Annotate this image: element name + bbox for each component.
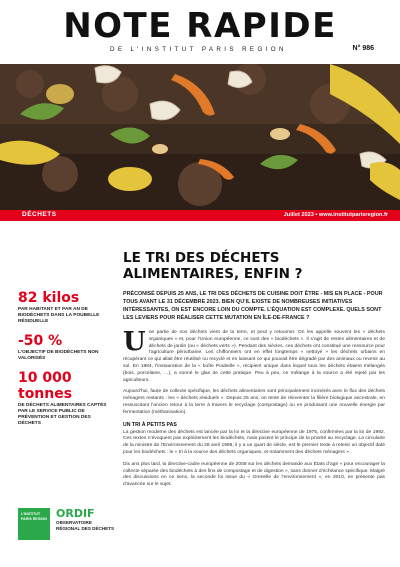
article-paragraph-3: La gestion moderne des déchets est lancée par la loi et la directive européenne de 1975, confirmées par la loi de 1992. Ces textes n’évoquent pas explicitement les biodéchets, mais posent le principe de la priorité au recyclage. La circulaire de la ministre de l’Environnement du 28 avril 1998, il y a un quart de siècle, est le premier texte à retenir un objectif daté pour les biodéchets : le « tri à la source des déchets organiques, et notamment des déchets ménagers ».: [123, 429, 385, 455]
ordif-logo: [18, 508, 138, 548]
stat-2: [18, 333, 114, 362]
institut-logo-box: L’INSTITUT PARIS REGION: [18, 508, 50, 540]
paragraph-text: ne partie de nos déchets vient de la terre, et peut y retourner. On les appelle souvent les « déchets organiques » et, pour l’Union européenne, ce sont des « biodéchets ». Il s’agit de restes alimentaires et de déchets de jardin (ou « déchets verts »). Pendant des siècles, ces déchets ont constitué une ressource pour l’agriculture périurbaine. Les chiffonniers ont en effet longtemps « nettoyé » les déchets urbains en récupérant ce qui allait être réutilisé ou recyclé et en laissant ce qui pouvait être dégradé par des animaux ou revenir au sol. En 1884, l’instauration de la « boîte Poubelle », récipient unique dans lequel tous les déchets étaient mélangés (bois, porcelaine, …), a sonné le glas de cette pratique. Peu à peu, ce mélange à la source a été rejeté par les agriculteurs.: [123, 330, 385, 383]
article-paragraph-2: Aujourd’hui, faute de collecte spécifique, les déchets alimentaires sont principalement incinérés avec le flux des déchets ménagers restants : les « déchets résiduels ». Depuis 25 ans, on tente de réinventer la filière biologique ancestrale, en ressuscitant l’ancien retour à la terre à travers le recyclage (compostage) ou en produisant une nouvelle énergie par fermentation (méthanisation).: [123, 389, 385, 415]
article-paragraph-4: Dix ans plus tard, la directive-cadre européenne de 2008 sur les déchets demande aux États d’agir « pour encourager la collecte séparée des biodéchets à des fins de compostage et de digestion », sans donner d’échéance spécifique. Malgré des discussions en ce sens, la seconde loi issue du « Grenelle de l’environnement », en 2010, ne présente pas d’avancée sur le sujet.: [123, 461, 385, 488]
stat-value: -50 %: [18, 333, 63, 349]
masthead: [0, 0, 400, 62]
stat-value: 10 000 tonnes: [18, 370, 73, 402]
ordif-sub-1: OBSERVATOIRE: [56, 520, 92, 525]
issue-number: N° 986: [352, 45, 374, 52]
stat-value: 82 kilos: [18, 290, 80, 306]
key-figures: [18, 290, 114, 435]
ordif-brand: ORDIF: [56, 507, 95, 520]
date-and-url: Juillet 2023 • www.institutparisregion.fr: [283, 211, 388, 218]
stat-description: L’OBJECTIF DE BIODÉCHETS NON VALORISÉS: [18, 350, 99, 361]
hero-compost-image: [0, 64, 400, 210]
stat-description: PAR HABITANT ET PAR AN DE BIODÉCHETS DANS LA POUBELLE RÉSIDUELLE: [18, 307, 100, 324]
drop-cap: U: [123, 327, 146, 357]
article-subheading: UN TRI À PETITS PAS: [123, 421, 177, 428]
section-band: [0, 210, 400, 221]
stat-1: [18, 290, 114, 325]
section-label: DÉCHETS: [22, 211, 57, 218]
article-title: LE TRI DES DÉCHETS ALIMENTAIRES, ENFIN ?: [123, 250, 303, 282]
article-paragraph-1: [123, 327, 385, 384]
ordif-sub-2: RÉGIONAL DES DÉCHETS: [56, 526, 115, 531]
stat-3: [18, 370, 114, 427]
article-lead: PRÉCONISÉ DEPUIS 25 ANS, LE TRI DES DÉCHETS DE CUISINE DOIT ÊTRE - MIS EN PLACE - POUR TOUS AVANT LE 31 DÉCEMBRE 2023. BIEN QU’IL EXISTE DE NOMBREUSES INITIATIVES INTÉRESSANTES, ON EST ENCORE LOIN DU COMPTE. L’ÉQUATION EST COMPLEXE. QUELS SONT LES LEVIERS POUR RÉALISER CETTE MUTATION EN ÎLE-DE-FRANCE ?: [123, 291, 383, 321]
publication-title: NOTE RAPIDE: [63, 6, 337, 46]
ordif-logo-text: [56, 508, 114, 532]
stat-description: DE DÉCHETS ALIMENTAIRES CAPTÉS PAR LE SERVICE PUBLIC DE PRÉVENTION ET GESTION DES DÉCHETS: [18, 403, 107, 426]
publication-subtitle: DE L’INSTITUT PARIS REGION: [110, 46, 287, 53]
article: [123, 250, 385, 494]
